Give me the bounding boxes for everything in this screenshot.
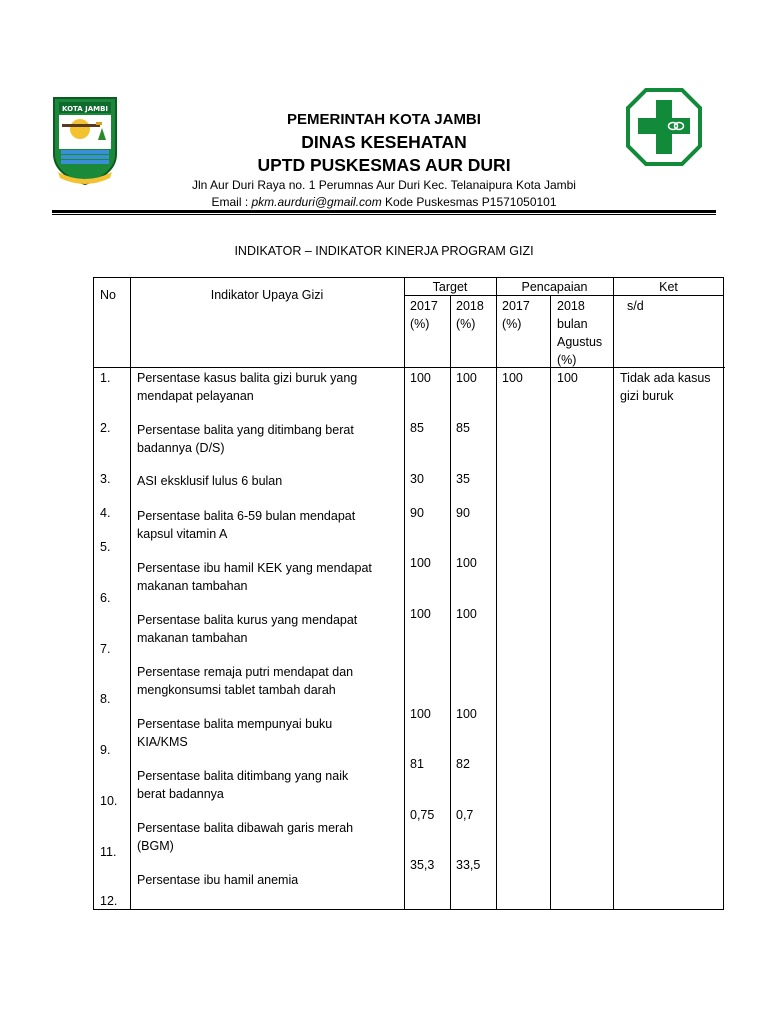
email-label: Email : bbox=[211, 195, 252, 209]
indicator-text: Persentase ibu hamil KEK yang mendapat makanan tambahan bbox=[137, 561, 372, 593]
indicator-text: Persentase ibu hamil anemia bbox=[137, 873, 299, 887]
target-2018-value: 100 bbox=[456, 556, 477, 570]
target-2018-value: 100 bbox=[456, 607, 477, 621]
row-no: 4. bbox=[100, 506, 111, 520]
header-line-3: UPTD PUSKESMAS AUR DURI bbox=[257, 155, 511, 175]
target-2017-value: 81 bbox=[410, 757, 424, 771]
row-no: 3. bbox=[100, 472, 111, 486]
logo-left-text: KOTA JAMBI bbox=[61, 105, 109, 113]
row-no: 1. bbox=[100, 371, 111, 385]
header-pencapaian-2017-unit: (%) bbox=[502, 317, 522, 331]
target-2017-value: 100 bbox=[410, 707, 431, 721]
row-no: 10. bbox=[100, 794, 118, 808]
target-2018-value: 85 bbox=[456, 421, 470, 435]
header-pencapaian-2018-line1: 2018 bbox=[557, 299, 585, 313]
row-no: 9. bbox=[100, 743, 111, 757]
header-ket: Ket bbox=[659, 280, 678, 294]
pencapaian-2017-value: 100 bbox=[502, 371, 523, 385]
row-no: 12. bbox=[100, 894, 118, 908]
pencapaian-2018-value: 100 bbox=[557, 371, 578, 385]
target-2017-value: 90 bbox=[410, 506, 424, 520]
target-2017-value: 100 bbox=[410, 607, 431, 621]
indicator-text: Persentase balita 6-59 bulan mendapat kapsul vitamin A bbox=[137, 509, 356, 541]
indicator-text: Persentase balita kurus yang mendapat makanan tambahan bbox=[137, 613, 358, 645]
indicator-text: Persentase kasus balita gizi buruk yang mendapat pelayanan bbox=[137, 371, 358, 403]
header-rule-thin bbox=[52, 214, 716, 215]
ket-text: Tidak ada kasus gizi buruk bbox=[620, 371, 711, 403]
header-address: Jln Aur Duri Raya no. 1 Perumnas Aur Duri Kec. Telanaipura Kota Jambi bbox=[192, 178, 576, 192]
target-2017-value: 85 bbox=[410, 421, 424, 435]
target-2017-value: 0,75 bbox=[410, 808, 435, 822]
target-2018-value: 33,5 bbox=[456, 858, 481, 872]
header-pencapaian-2018-line4: (%) bbox=[557, 353, 577, 367]
header-target-2018-unit: (%) bbox=[456, 317, 476, 331]
indicator-text: Persentase balita yang ditimbang berat badannya (D/S) bbox=[137, 423, 354, 455]
header-line-2: DINAS KESEHATAN bbox=[301, 132, 467, 152]
target-2018-value: 100 bbox=[456, 371, 477, 385]
header-pencapaian: Pencapaian bbox=[521, 280, 588, 294]
header-target-2017-unit: (%) bbox=[410, 317, 430, 331]
indicator-text: Persentase balita ditimbang yang naik berat badannya bbox=[137, 769, 349, 801]
target-2018-value: 0,7 bbox=[456, 808, 474, 822]
indicator-text: Persentase balita mempunyai buku KIA/KMS bbox=[137, 717, 333, 749]
puskesmas-code: Kode Puskesmas P1571050101 bbox=[381, 195, 557, 209]
target-2017-value: 100 bbox=[410, 556, 431, 570]
document-title: INDIKATOR – INDIKATOR KINERJA PROGRAM GIZI bbox=[234, 244, 534, 258]
target-2018-value: 82 bbox=[456, 757, 470, 771]
target-2018-value: 35 bbox=[456, 472, 470, 486]
header-no: No bbox=[100, 288, 116, 302]
target-2017-value: 35,3 bbox=[410, 858, 435, 872]
indicator-text: ASI eksklusif lulus 6 bulan bbox=[137, 474, 283, 488]
row-no: 2. bbox=[100, 421, 111, 435]
header-indikator: Indikator Upaya Gizi bbox=[210, 288, 324, 302]
header-pencapaian-2018-line3: Agustus bbox=[557, 335, 603, 349]
row-no: 11. bbox=[100, 845, 117, 859]
header-line-1: PEMERINTAH KOTA JAMBI bbox=[287, 111, 481, 128]
row-no: 5. bbox=[100, 540, 111, 554]
header-rule-thick bbox=[52, 210, 716, 213]
header-ket-sub: s/d bbox=[627, 299, 644, 313]
row-no: 7. bbox=[100, 642, 111, 656]
indicator-table bbox=[93, 277, 724, 910]
indicator-text: Persentase remaja putri mendapat dan mengkonsumsi tablet tambah darah bbox=[137, 665, 354, 697]
header-pencapaian-2018-line2: bulan bbox=[557, 317, 588, 331]
target-2017-value: 30 bbox=[410, 472, 424, 486]
email-address: pkm.aurduri@gmail.com bbox=[251, 195, 382, 209]
target-2018-value: 100 bbox=[456, 707, 477, 721]
header-target-2017: 2017 bbox=[410, 299, 438, 313]
header-email-line bbox=[0, 195, 768, 209]
header-target: Target bbox=[432, 280, 468, 294]
target-2018-value: 90 bbox=[456, 506, 470, 520]
row-no: 8. bbox=[100, 692, 111, 706]
header-target-2018: 2018 bbox=[456, 299, 484, 313]
header-pencapaian-2017: 2017 bbox=[502, 299, 530, 313]
row-no: 6. bbox=[100, 591, 111, 605]
indicator-text: Persentase balita dibawah garis merah (BGM) bbox=[137, 821, 354, 853]
target-2017-value: 100 bbox=[410, 371, 431, 385]
